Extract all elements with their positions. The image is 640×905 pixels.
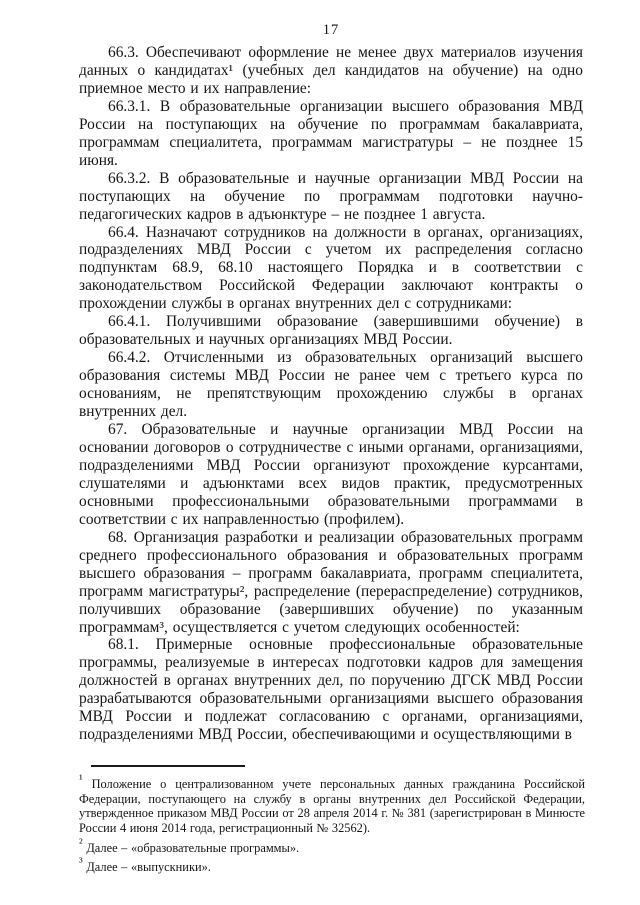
paragraph-66-3-2: 66.3.2. В образовательные и научные организации МВД России на поступающих на обучение по программам подготовки научно-педагогических кадров в адъюнктуре – не позднее 1 августа. — [79, 169, 583, 223]
footnote-2 — [79, 836, 585, 856]
paragraph-66-4-2: 66.4.2. Отчисленными из образовательных организаций высшего образования системы МВД России не ранее чем с третьего курса по основаниям, не препятствующим прохождению службы в органах внутренних дел. — [79, 349, 583, 421]
paragraph-68: 68. Организация разработки и реализации образовательных программ среднего профессионального образования и образовательных программ высшего образования – программ бакалавриата, программ специалитета, программ магистратуры², распределение (перераспределение) сотрудников, получивших образование (завершивших обучение) по указанным программам³, осуществляется с учетом следующих особенностей: — [79, 528, 583, 636]
document-body — [79, 44, 583, 764]
footnote-2-marker: ² — [79, 835, 83, 850]
paragraph-66-4: 66.4. Назначают сотрудников на должности в органах, организациях, подразделениях МВД России с учетом их распределения согласно подпунктам 68.9, 68.10 настоящего Порядка и в соответствии с законодательством Российской Федерации заключают контракты о прохождении службы в органах внутренних дел с сотрудниками: — [79, 223, 583, 313]
footnote-divider — [91, 765, 245, 767]
footnote-3 — [79, 855, 585, 875]
footnote-2-text: Далее – «образовательные программы». — [86, 840, 300, 855]
footnote-1-marker: ¹ — [79, 772, 83, 786]
footnotes — [79, 772, 585, 875]
paragraph-67: 67. Образовательные и научные организации МВД России на основании договоров о сотрудничестве с иными органами, организациями, подразделениями МВД России организуют прохождение курсантами, слушателями и адъюнктами всех видов практик, предусмотренных основными профессиональными образовательными программами в соответствии с их направленностью (профилем). — [79, 421, 583, 528]
paragraph-68-1: 68.1. Примерные основные профессиональные образовательные программы, реализуемые в интересах подготовки кадров для замещения должностей в органах внутренних дел, по поручению ДГСК МВД России разрабатываются образовательными организациями высшего образования МВД России и подлежат согласованию с органами, организациями, подразделениями МВД России, обеспечивающими и осуществляющими в — [79, 636, 583, 744]
paragraph-66-3-1: 66.3.1. В образовательные организации высшего образования МВД России на поступающих на обучение по программам бакалавриата, программам специалитета, программам магистратуры – не позднее 15 июня. — [79, 97, 583, 169]
footnote-1-text: Положение о централизованном учете персональных данных гражданина Российской Федерации, поступающего на службу в органы внутренних дел Российской Федерации, утвержденное приказом МВД России от 28 апреля 2014 г. № 381 (зарегистрирован в Минюсте России 4 июня 2014 года, регистрационный № 32562). — [79, 777, 585, 835]
paragraph-66-4-1: 66.4.1. Получившими образование (завершившими обучение) в образовательных и научных организациях МВД России. — [79, 313, 583, 349]
footnote-3-text: Далее – «выпускники». — [86, 860, 211, 875]
footnote-1 — [79, 772, 585, 836]
footnote-3-marker: ³ — [79, 855, 83, 870]
paragraph-66-3: 66.3. Обеспечивают оформление не менее двух материалов изучения данных о кандидатах¹ (учебных дел кандидатов на обучение) на одно приемное место и их направление: — [79, 44, 583, 97]
page-number: 17 — [322, 22, 340, 38]
